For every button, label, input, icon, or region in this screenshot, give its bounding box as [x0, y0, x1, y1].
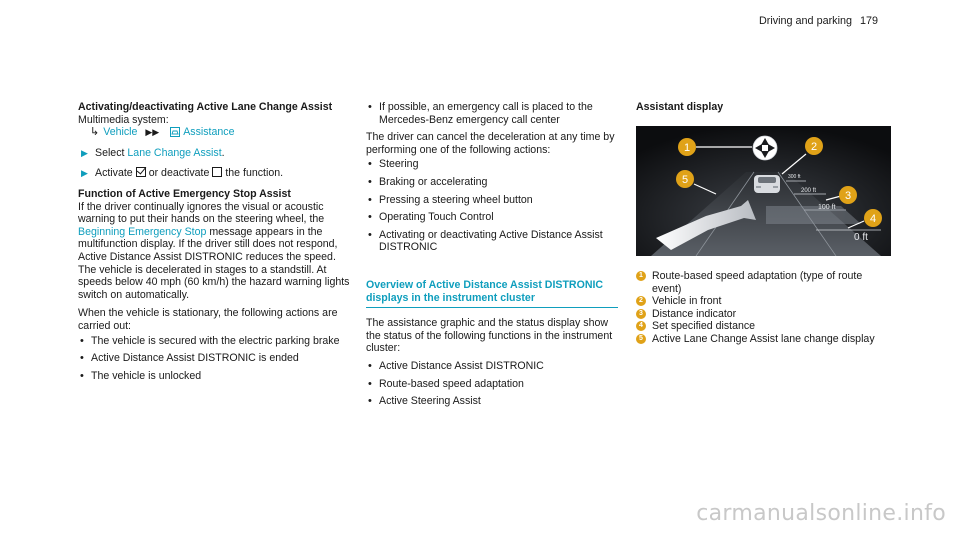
- legend-number: 1: [636, 271, 646, 281]
- legend-text: Active Lane Change Assist lane change display: [652, 332, 875, 345]
- callout-2: [805, 137, 823, 155]
- figure-legend: [636, 270, 892, 346]
- para-stationary: When the vehicle is stationary, the following actions are carried out:: [78, 307, 338, 332]
- list-item: • Active Distance Assist DISTRONIC is ended: [78, 352, 353, 365]
- legend-number: 3: [636, 309, 646, 319]
- svg-text:4: 4: [869, 213, 877, 225]
- heading-emergency-stop: Function of Active Emergency Stop Assist: [78, 187, 291, 200]
- list-item: • If possible, an emergency call is placed to the Mercedes-Benz emergency call center: [366, 101, 618, 126]
- para-overview: The assistance graphic and the status display show the status of the following functions in the instrument cluster:: [366, 317, 613, 355]
- list-item: • Activating or deactivating Active Distance Assist DISTRONIC: [366, 229, 618, 254]
- step-arrow-icon: ▶: [81, 147, 88, 158]
- functions-list: [366, 360, 618, 408]
- stationary-actions-list: [78, 335, 353, 383]
- column-middle: [366, 101, 618, 408]
- legend-text: Distance indicator: [652, 307, 737, 320]
- legend-number: 2: [636, 296, 646, 306]
- para-emergency-stop: [78, 201, 353, 302]
- legend-item-4: [636, 320, 892, 333]
- legend-text: Set specified distance: [652, 320, 756, 333]
- label-100ft: 100 ft: [818, 204, 836, 211]
- step1-suffix: .: [221, 146, 225, 159]
- list-item: • The vehicle is secured with the electric parking brake: [78, 335, 353, 348]
- double-chevron-icon: ▶▶: [145, 127, 160, 138]
- step2-b: or deactivate: [148, 167, 210, 180]
- column-left: [78, 101, 353, 382]
- heading-overview: Overview of Active Distance Assist DISTRONIC displays in the instrument cluster: [366, 279, 618, 308]
- step1-prefix: Select: [95, 146, 125, 159]
- menu-path: [78, 126, 353, 139]
- label-300ft: 300 ft: [788, 174, 801, 180]
- list-item: • Pressing a steering wheel button: [366, 194, 618, 207]
- page-number: 179: [859, 15, 878, 27]
- legend-text: Route-based speed adaptation (type of route event): [652, 270, 863, 295]
- page-header: [759, 15, 878, 28]
- para1-a: If the driver continually ignores the visual or acoustic warning to put their hands on the steering wheel, the: [78, 200, 325, 226]
- legend-text: Vehicle in front: [652, 295, 722, 308]
- return-arrow-icon: ↳: [90, 126, 100, 139]
- label-0ft: 0 ft: [854, 232, 868, 243]
- lane-change-assist-link[interactable]: Lane Change Assist: [127, 146, 222, 159]
- header-section: Driving and parking: [758, 15, 852, 27]
- list-item: • Steering: [366, 158, 618, 171]
- column-right: [636, 101, 892, 114]
- cancel-actions-list: [366, 158, 618, 254]
- legend-item-1: [636, 270, 892, 295]
- list-item: • Route-based speed adaptation: [366, 378, 618, 391]
- callout-5: [676, 170, 694, 188]
- route-event-icon: [753, 136, 777, 160]
- list-item: • The vehicle is unlocked: [78, 370, 353, 383]
- checkbox-empty-icon: [212, 167, 222, 177]
- step-arrow-icon: ▶: [81, 168, 88, 179]
- list-item: • Operating Touch Control: [366, 211, 618, 224]
- system-label: Multimedia system:: [78, 113, 169, 126]
- legend-item-2: [636, 295, 892, 308]
- path-assistance-link[interactable]: Assistance: [183, 126, 235, 139]
- assistant-display-figure: [636, 126, 891, 256]
- beginning-emergency-stop-link[interactable]: Beginning Emergency Stop: [78, 225, 207, 238]
- step-activate: [78, 167, 353, 180]
- callout-3: [839, 186, 857, 204]
- step2-a: Activate: [95, 167, 133, 180]
- heading-assistant-display: Assistant display: [636, 101, 724, 113]
- checkbox-checked-icon: [136, 167, 146, 177]
- callout-1: [678, 138, 696, 156]
- vehicle-in-front-icon: [754, 175, 780, 193]
- legend-item-3: [636, 308, 892, 321]
- legend-item-5: [636, 333, 892, 346]
- list-item: • Braking or accelerating: [366, 176, 618, 189]
- svg-text:5: 5: [681, 174, 689, 186]
- step-select: [78, 147, 353, 160]
- list-item: • Active Distance Assist DISTRONIC: [366, 360, 618, 373]
- callout-4: [864, 209, 882, 227]
- svg-text:2: 2: [810, 141, 818, 153]
- list-item: • Active Steering Assist: [366, 395, 618, 408]
- svg-text:1: 1: [683, 142, 691, 154]
- legend-number: 5: [636, 334, 646, 344]
- step2-c: the function.: [225, 167, 284, 180]
- para-cancel: The driver can cancel the deceleration at any time by performing one of the following actions:: [366, 131, 615, 156]
- legend-number: 4: [636, 321, 646, 331]
- watermark: carmanualsonline.info: [696, 501, 946, 527]
- emergency-call-list: [366, 101, 618, 126]
- path-vehicle-link[interactable]: Vehicle: [103, 126, 138, 139]
- label-200ft: 200 ft: [801, 188, 817, 194]
- heading-lane-change: Activating/deactivating Active Lane Change Assist: [78, 101, 333, 113]
- para1-b: message appears in the multifunction display. If the driver still does not respond, Active Distance Assist DISTRONIC reduces the speed. The vehicle is decelerated in stages to a standstill. At speeds below 40 mph (60 km/h) the hazard warning lights switch on automatically.: [78, 225, 350, 301]
- car-assist-icon: [170, 127, 180, 137]
- svg-text:3: 3: [844, 190, 852, 202]
